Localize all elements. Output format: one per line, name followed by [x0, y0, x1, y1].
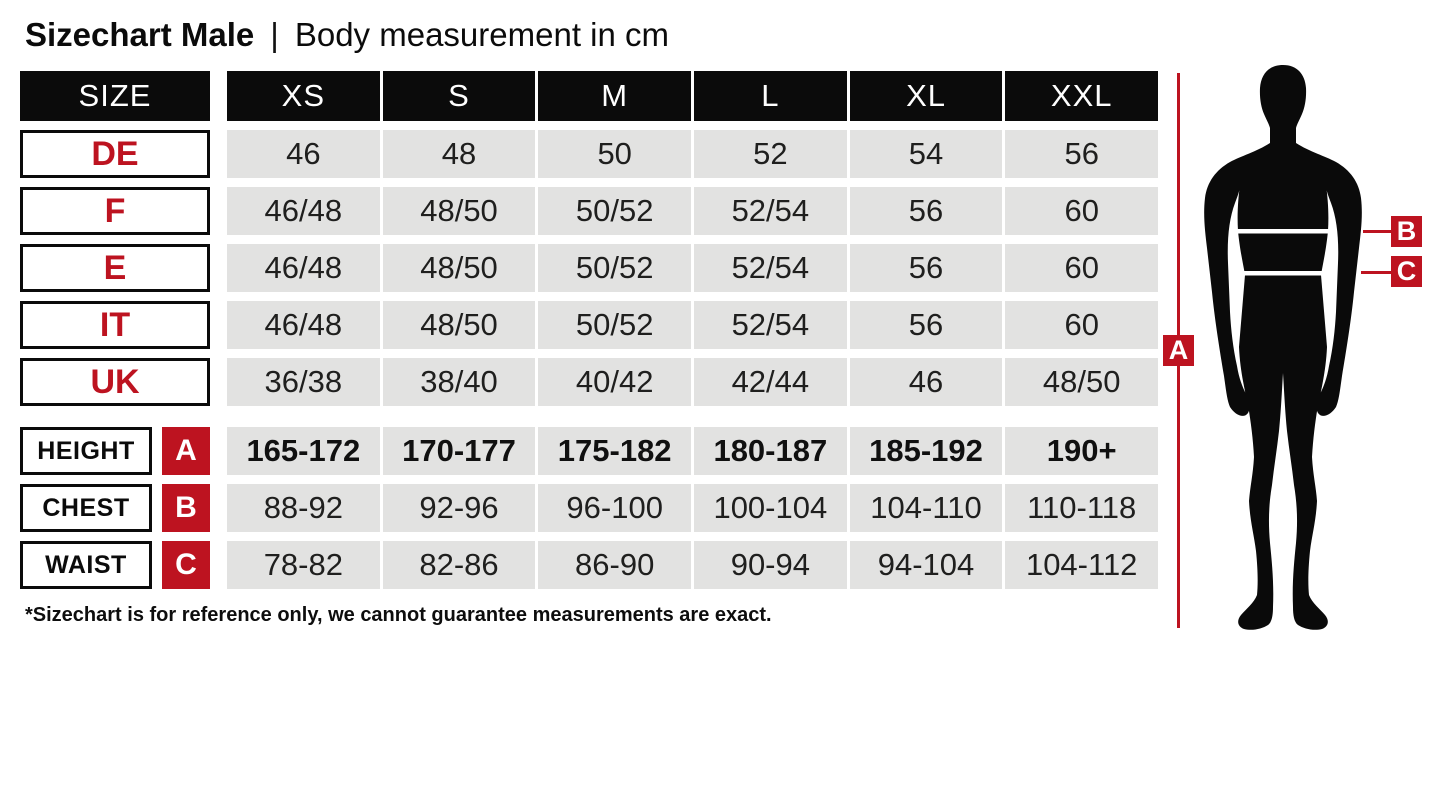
chest-measure-line — [1363, 230, 1391, 233]
value-cell-uk-l: 42/44 — [694, 358, 847, 406]
value-cell-f-xxl: 60 — [1005, 187, 1158, 235]
measure-label-waist: WAIST — [20, 541, 152, 589]
region-label-uk: UK — [20, 358, 210, 406]
figure-marker-waist: C — [1391, 256, 1422, 287]
chest-measure-band — [1235, 229, 1331, 234]
region-label-slot — [20, 244, 210, 292]
size-row-de — [20, 130, 1158, 178]
region-label-f: F — [20, 187, 210, 235]
value-cell-e-l: 52/54 — [694, 244, 847, 292]
value-cell-waist-xxl: 104-112 — [1005, 541, 1158, 589]
column-header-xxl: XXL — [1005, 71, 1158, 121]
value-cell-e-s: 48/50 — [383, 244, 536, 292]
value-cell-uk-s: 38/40 — [383, 358, 536, 406]
value-cell-waist-xs: 78-82 — [227, 541, 380, 589]
region-label-slot — [20, 130, 210, 178]
value-cell-height-xxl: 190+ — [1005, 427, 1158, 475]
measure-label-height: HEIGHT — [20, 427, 152, 475]
column-header-l: L — [694, 71, 847, 121]
value-cell-it-l: 52/54 — [694, 301, 847, 349]
value-cell-f-s: 48/50 — [383, 187, 536, 235]
value-cell-chest-xxl: 110-118 — [1005, 484, 1158, 532]
marker-b: B — [162, 484, 210, 532]
region-label-de: DE — [20, 130, 210, 178]
region-label-slot — [20, 358, 210, 406]
waist-measure-line — [1361, 271, 1391, 274]
region-label-e: E — [20, 244, 210, 292]
value-cell-waist-m: 86-90 — [538, 541, 691, 589]
value-cell-f-xl: 56 — [850, 187, 1003, 235]
value-cell-chest-xs: 88-92 — [227, 484, 380, 532]
value-cell-e-xxl: 60 — [1005, 244, 1158, 292]
marker-a: A — [162, 427, 210, 475]
value-cell-de-l: 52 — [694, 130, 847, 178]
value-cell-uk-xs: 36/38 — [227, 358, 380, 406]
value-cell-waist-l: 90-94 — [694, 541, 847, 589]
figure-marker-height: A — [1163, 335, 1194, 366]
value-cell-uk-xl: 46 — [850, 358, 1003, 406]
value-cell-height-xs: 165-172 — [227, 427, 380, 475]
value-cell-e-xl: 56 — [850, 244, 1003, 292]
footnote: *Sizechart is for reference only, we cannot guarantee measurements are exact. — [25, 604, 772, 626]
value-cell-it-s: 48/50 — [383, 301, 536, 349]
column-header-xs: XS — [227, 71, 380, 121]
value-cell-de-xs: 46 — [227, 130, 380, 178]
title-main: Sizechart Male — [25, 16, 255, 53]
waist-measure-band — [1243, 271, 1323, 276]
measure-label-slot — [20, 541, 210, 589]
value-cell-uk-m: 40/42 — [538, 358, 691, 406]
value-cell-height-l: 180-187 — [694, 427, 847, 475]
value-cell-waist-s: 82-86 — [383, 541, 536, 589]
measure-label-slot — [20, 427, 210, 475]
title-subtitle: Body measurement in cm — [294, 16, 669, 53]
title-separator: | — [270, 16, 279, 53]
value-cell-f-l: 52/54 — [694, 187, 847, 235]
region-label-slot — [20, 301, 210, 349]
measure-label-slot — [20, 484, 210, 532]
region-label-slot — [20, 187, 210, 235]
size-row-f — [20, 187, 1158, 235]
column-header-xl: XL — [850, 71, 1003, 121]
value-cell-chest-s: 92-96 — [383, 484, 536, 532]
marker-c: C — [162, 541, 210, 589]
value-cell-it-xs: 46/48 — [227, 301, 380, 349]
value-cell-de-s: 48 — [383, 130, 536, 178]
figure-marker-chest: B — [1391, 216, 1422, 247]
page-title — [25, 16, 669, 54]
value-cell-de-m: 50 — [538, 130, 691, 178]
value-cell-chest-m: 96-100 — [538, 484, 691, 532]
measure-label-chest: CHEST — [20, 484, 152, 532]
value-cell-e-m: 50/52 — [538, 244, 691, 292]
value-cell-uk-xxl: 48/50 — [1005, 358, 1158, 406]
measure-row-waist — [20, 541, 1158, 589]
value-cell-it-xxl: 60 — [1005, 301, 1158, 349]
value-cell-height-m: 175-182 — [538, 427, 691, 475]
size-row-uk — [20, 358, 1158, 406]
value-cell-height-s: 170-177 — [383, 427, 536, 475]
table-header-row — [20, 71, 1158, 121]
value-cell-e-xs: 46/48 — [227, 244, 380, 292]
value-cell-height-xl: 185-192 — [850, 427, 1003, 475]
value-cell-it-xl: 56 — [850, 301, 1003, 349]
value-cell-waist-xl: 94-104 — [850, 541, 1003, 589]
value-cell-it-m: 50/52 — [538, 301, 691, 349]
column-header-m: M — [538, 71, 691, 121]
size-header-slot — [20, 71, 210, 121]
size-column-header: SIZE — [20, 71, 210, 121]
size-row-e — [20, 244, 1158, 292]
value-cell-f-xs: 46/48 — [227, 187, 380, 235]
size-row-it — [20, 301, 1158, 349]
male-silhouette-image — [1198, 63, 1368, 630]
value-cell-chest-l: 100-104 — [694, 484, 847, 532]
value-cell-chest-xl: 104-110 — [850, 484, 1003, 532]
value-cell-de-xxl: 56 — [1005, 130, 1158, 178]
measure-row-chest — [20, 484, 1158, 532]
measure-row-height — [20, 427, 1158, 475]
column-header-s: S — [383, 71, 536, 121]
value-cell-de-xl: 54 — [850, 130, 1003, 178]
region-label-it: IT — [20, 301, 210, 349]
value-cell-f-m: 50/52 — [538, 187, 691, 235]
